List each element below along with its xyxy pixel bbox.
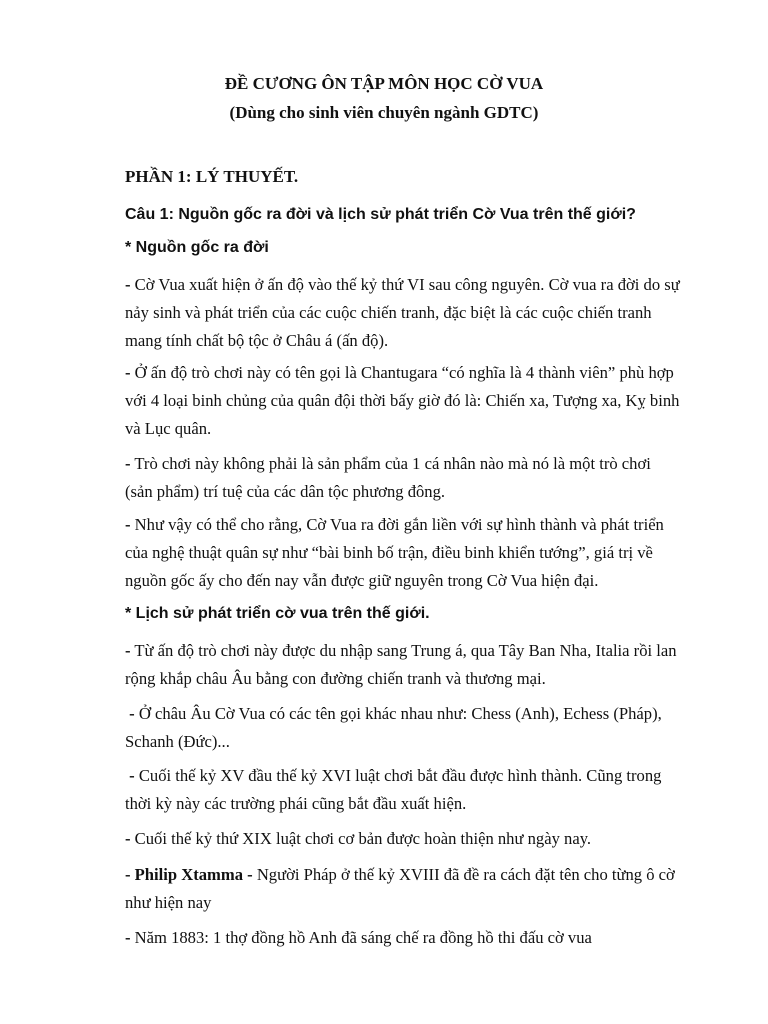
paragraph-line xyxy=(125,700,725,728)
paragraph-line xyxy=(125,359,725,387)
paragraph-line: mang tính chất bộ tộc ở Châu á (ấn độ). xyxy=(125,331,389,350)
question1-heading: Câu 1: Nguồn gốc ra đời và lịch sử phát triển Cờ Vua trên thế giới? xyxy=(125,206,636,223)
paragraph-line: rộng khắp châu Âu bằng con đường chiến tranh và thương mại. xyxy=(125,669,546,688)
paragraph-line: của nghệ thuật quân sự như “bài binh bố trận, điều binh khiển tướng”, giá trị về xyxy=(125,543,653,562)
history-paragraph xyxy=(125,637,725,693)
paragraph-text: Ở châu Âu Cờ Vua có các tên gọi khác nhau như: Chess (Anh), Echess (Pháp), xyxy=(134,704,662,723)
paragraph-lead: - xyxy=(125,515,131,534)
paragraph-line: Schanh (Đức)... xyxy=(125,732,230,751)
paragraph-lead: - Philip Xtamma - xyxy=(125,865,253,884)
paragraph-line: như hiện nay xyxy=(125,893,212,912)
paragraph-lead: - xyxy=(125,704,135,723)
history-paragraph xyxy=(125,924,725,952)
document-title: ĐỀ CƯƠNG ÔN TẬP MÔN HỌC CỜ VUA xyxy=(224,74,544,93)
paragraph-line xyxy=(125,271,725,299)
paragraph-lead: - xyxy=(125,766,135,785)
origin-paragraph xyxy=(125,450,725,506)
paragraph-line: (sản phẩm) trí tuệ của các dân tộc phương đông. xyxy=(125,482,446,501)
paragraph-lead: - xyxy=(125,928,131,947)
paragraph-line: thời kỳ này các trường phái cũng bắt đầu xuất hiện. xyxy=(125,794,467,813)
section-origin-heading: * Nguồn gốc ra đời xyxy=(125,239,269,256)
paragraph-line xyxy=(125,450,725,478)
paragraph-text: Cờ Vua xuất hiện ở ấn độ vào thế kỷ thứ VI sau công nguyên. Cờ vua ra đời do sự xyxy=(130,275,680,294)
paragraph-text: Cuối thế kỷ thứ XIX luật chơi cơ bản được hoàn thiện như ngày nay. xyxy=(130,829,592,848)
paragraph-text: Ở ấn độ trò chơi này có tên gọi là Chantugara “có nghĩa là 4 thành viên” phù hợp xyxy=(130,363,674,382)
paragraph-line xyxy=(125,511,725,539)
paragraph-line xyxy=(125,924,725,952)
part1-heading: PHẦN 1: LÝ THUYẾT. xyxy=(125,167,299,186)
origin-paragraph xyxy=(125,511,725,595)
paragraph-lead: - xyxy=(125,275,131,294)
paragraph-text: Cuối thế kỷ XV đầu thế kỷ XVI luật chơi bắt đầu được hình thành. Cũng trong xyxy=(134,766,662,785)
paragraph-line: và Lục quân. xyxy=(125,419,212,438)
history-paragraph xyxy=(125,762,725,818)
document-subtitle: (Dùng cho sinh viên chuyên ngành GDTC) xyxy=(229,103,539,122)
paragraph-line: với 4 loại binh chủng của quân đội thời bấy giờ đó là: Chiến xa, Tượng xa, Kỵ binh xyxy=(125,391,680,410)
history-paragraph xyxy=(125,700,725,756)
paragraph-lead: - xyxy=(125,363,131,382)
paragraph-lead: - xyxy=(125,829,131,848)
history-paragraph xyxy=(125,861,725,917)
paragraph-line xyxy=(125,762,725,790)
origin-paragraph xyxy=(125,359,725,443)
paragraph-line xyxy=(125,861,725,889)
paragraph-line xyxy=(125,825,725,853)
paragraph-line: nguồn gốc ấy cho đến nay vẫn được giữ nguyên trong Cờ Vua hiện đại. xyxy=(125,571,599,590)
paragraph-text: Năm 1883: 1 thợ đồng hồ Anh đã sáng chế ra đồng hồ thi đấu cờ vua xyxy=(130,928,592,947)
paragraph-text: Từ ấn độ trò chơi này được du nhập sang Trung á, qua Tây Ban Nha, Italia rồi lan xyxy=(130,641,677,660)
paragraph-lead: - xyxy=(125,641,131,660)
section-history-heading: * Lịch sử phát triển cờ vua trên thế giới. xyxy=(125,605,430,622)
origin-paragraph xyxy=(125,271,725,355)
paragraph-line: nảy sinh và phát triển của các cuộc chiến tranh, đặc biệt là các cuộc chiến tranh xyxy=(125,303,652,322)
history-paragraph xyxy=(125,825,725,853)
paragraph-text: Như vậy có thể cho rằng, Cờ Vua ra đời gắn liền với sự hình thành và phát triển xyxy=(130,515,664,534)
paragraph-text: Người Pháp ở thế kỷ XVIII đã đề ra cách đặt tên cho từng ô cờ xyxy=(252,865,675,884)
paragraph-line xyxy=(125,637,725,665)
paragraph-lead: - xyxy=(125,454,131,473)
paragraph-text: Trò chơi này không phải là sản phẩm của 1 cá nhân nào mà nó là một trò chơi xyxy=(130,454,651,473)
